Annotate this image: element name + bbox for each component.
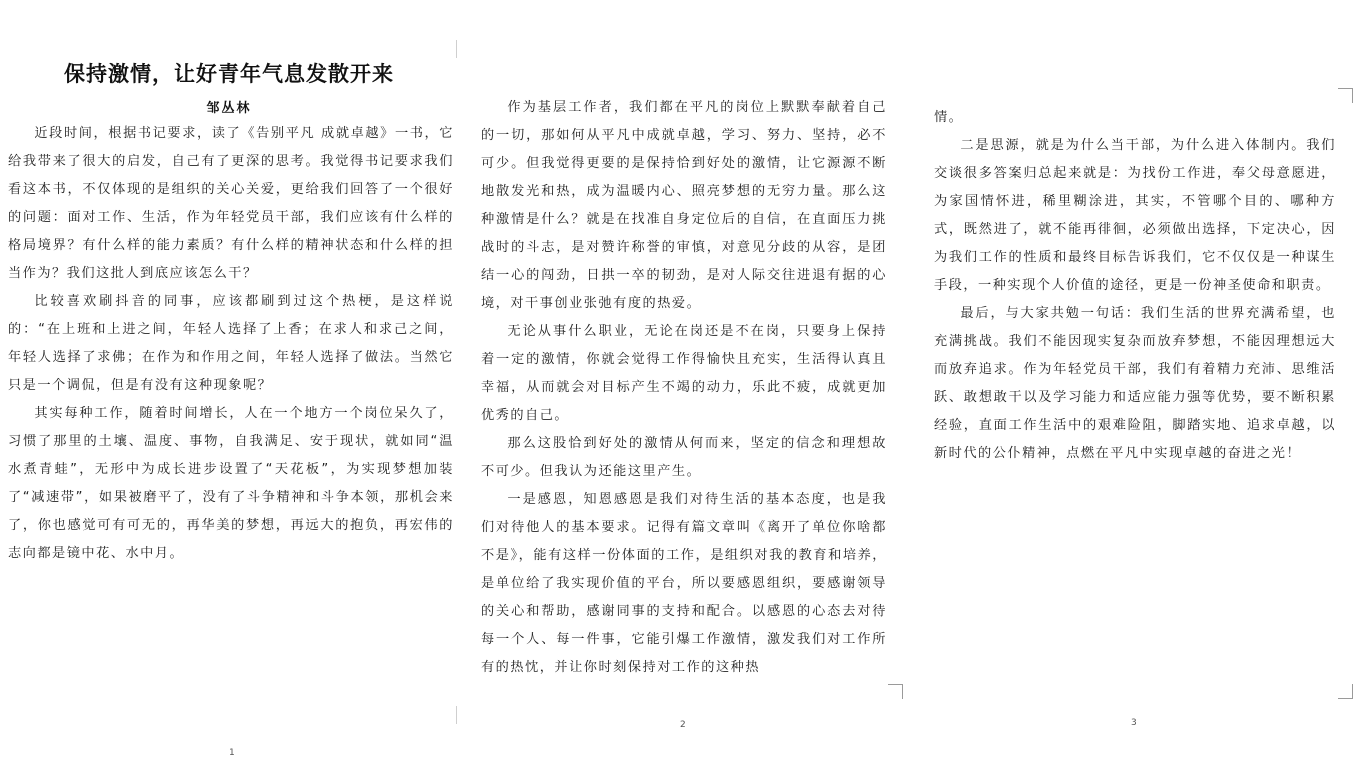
- document-title: 保持激情，让好青年气息发散开来: [64, 61, 394, 86]
- page-3-paragraph: 最后，与大家共勉一句话：我们生活的世界充满希望，也充满挑战。我们不能因现实复杂而放弃梦想，不能因理想远大而放弃追求。作为年轻党员干部，我们有着精力充沛、思维活跃、敢想敢干以及学习能力和适应能力强等优势，要不断积累经验，直面工作生活中的艰难险阻，脚踏实地、追求卓越，以新时代的公仆精神，点燃在平凡中实现卓越的奋进之光！: [934, 306, 1336, 461]
- page-1-paragraph: 其实每种工作，随着时间增长，人在一个地方一个岗位呆久了，习惯了那里的土壤、温度、事物，自我满足、安于现状，就如同“温水煮青蛙”，无形中为成长进步设置了“天花板”，为实现梦想加装了“减速带”，如果被磨平了，没有了斗争精神和斗争本领，那机会来了，你也感觉可有可无的，再华美的梦想，再远大的抱负，再宏伟的志向都是镜中花、水中月。: [8, 406, 454, 561]
- page-2-paragraph: 无论从事什么职业，无论在岗还是不在岗，只要身上保持着一定的激情，你就会觉得工作得愉快且充实，生活得认真且幸福，从而就会对目标产生不竭的动力，乐此不疲，成就更加优秀的自己。: [481, 324, 887, 423]
- document-author: 邹丛林: [206, 101, 252, 116]
- page-2-paragraph: 一是感恩，知恩感恩是我们对待生活的基本态度，也是我们对待他人的基本要求。记得有篇文章叫《离开了单位你啥都不是》，能有这样一份体面的工作，是组织对我的教育和培养，是单位给了我实现价值的平台，所以要感恩组织，要感谢领导的关心和帮助，感谢同事的支持和配合。以感恩的心态去对待每一个人、每一件事，它能引爆工作激情，激发我们对工作所有的热忱，并让你时刻保持对工作的这种热: [481, 492, 887, 675]
- page-1-paragraph: 近段时间，根据书记要求，读了《告别平凡 成就卓越》一书，它给我带来了很大的启发，自己有了更深的思考。我觉得书记要求我们看这本书，不仅体现的是组织的关心关爱，更给我们回答了一个很好的问题：面对工作、生活，作为年轻党员干部，我们应该有什么样的格局境界？有什么样的能力素质？有什么样的精神状态和什么样的担当作为？我们这批人到底应该怎么干？: [8, 126, 454, 281]
- page-3-paragraph: 二是思源，就是为什么当干部，为什么进入体制内。我们交谈很多答案归总起来就是：为找份工作进，奉父母意愿进，为家国情怀进，稀里糊涂进，其实，不管哪个目的、哪种方式，既然进了，就不能再徘徊，必须做出选择，下定决心，因为我们工作的性质和最终目标告诉我们，它不仅仅是一种谋生手段，一种实现个人价值的途径，更是一份神圣使命和职责。: [934, 138, 1336, 293]
- page-boundary-mark: [456, 40, 457, 58]
- crop-mark: [888, 684, 903, 699]
- crop-mark: [1338, 88, 1353, 103]
- page-1-paragraph: 比较喜欢刷抖音的同事，应该都刷到过这个热梗，是这样说的：“在上班和上进之间，年轻人选择了上香；在求人和求己之间，年轻人选择了求佛；在作为和作用之间，年轻人选择了做法。当然它只是一个调侃，但是有没有这种现象呢？: [8, 294, 454, 393]
- page-number-2: 2: [680, 720, 686, 730]
- page-2-body: [481, 94, 887, 682]
- page-2-paragraph: 那么这股恰到好处的激情从何而来，坚定的信念和理想故不可少。但我认为还能这里产生。: [481, 436, 887, 479]
- page-number-3: 3: [1131, 718, 1137, 728]
- page-1-body: [8, 120, 454, 568]
- crop-mark: [1338, 684, 1353, 699]
- page-2-paragraph: 作为基层工作者，我们都在平凡的岗位上默默奉献着自己的一切，那如何从平凡中成就卓越，学习、努力、坚持，必不可少。但我觉得更要的是保持恰到好处的激情，让它源源不断地散发光和热，成为温暖内心、照亮梦想的无穷力量。那么这种激情是什么？就是在找准自身定位后的自信，在直面压力挑战时的斗志，是对赞许称誉的审慎，对意见分歧的从容，是团结一心的闯劲，日拱一卒的韧劲，是对人际交往进退有据的心境，对干事创业张弛有度的热爱。: [481, 100, 887, 311]
- page-3-continued-text: 情。: [934, 110, 964, 125]
- page-3-body: [934, 104, 1336, 468]
- page-boundary-mark: [456, 706, 457, 724]
- page-number-1: 1: [229, 748, 235, 758]
